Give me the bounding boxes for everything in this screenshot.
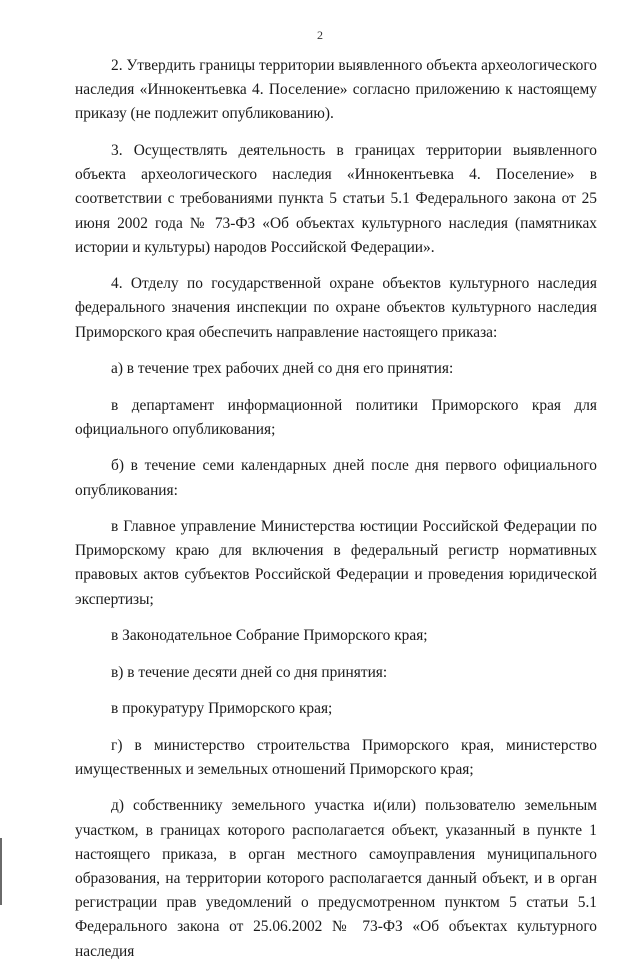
paragraph-item-4: 4. Отделу по государственной охране объектов культурного наследия федерального значения инспекции по охране объектов культурного наследия Приморского края обеспечить направление настоящего приказа: — [75, 275, 597, 341]
subparagraph-g: г) в министерство строительства Приморского края, министерство имущественных и земельных отношений Приморского края; — [75, 736, 597, 778]
recipient-justice-ministry: в Главное управление Министерства юстиции Российской Федерации по Приморскому краю для включения в федеральный регистр нормативных правовых актов субъектов Российской Федерации и проведения юридической экспертизы; — [75, 518, 597, 608]
subparagraph-a: а) в течение трех рабочих дней со дня его принятия: — [111, 360, 454, 378]
recipient-prosecutor: в прокуратуру Приморского края; — [111, 700, 333, 718]
scan-edge-mark — [0, 838, 2, 905]
recipient-legislative-assembly: в Законодательное Собрание Приморского края; — [111, 627, 428, 645]
paragraph-item-3: 3. Осуществлять деятельность в границах территории выявленного объекта археологического наследия «Иннокентьевка 4. Поселение» в соответствии с требованиями пункта 5 статьи 5.1 Федерального закона от 25 июня 2002 года № 73-ФЗ «Об объектах культурного наследия (памятниках истории и культуры) народов Российской Федерации». — [75, 141, 597, 256]
paragraph-item-2: 2. Утвердить границы территории выявленного объекта археологического наследия «Иннокентьевка 4. Поселение» согласно приложению к настоящему приказу (не подлежит опубликованию). — [75, 57, 597, 123]
subparagraph-b: б) в течение семи календарных дней после дня первого официального опубликования: — [75, 457, 597, 499]
subparagraph-v: в) в течение десяти дней со дня принятия: — [111, 663, 388, 681]
document-body — [75, 54, 597, 964]
page-number: 2 — [317, 28, 323, 42]
subparagraph-d: д) собственнику земельного участка и(или) пользователю земельным участком, в границах которого располагается объект, указанный в пункте 1 настоящего приказа, в орган местного самоуправления муниципального образования, на территории которого располагается данный объект, и в орган регистрации прав уведомлений о предусмотренном пунктом 5 статьи 5.1 Федерального закона от 25.06.2002 № 73-ФЗ «Об объектах культурного наследия — [75, 797, 597, 960]
recipient-info-policy-department: в департамент информационной политики Приморского края для официального опубликования; — [75, 396, 597, 438]
